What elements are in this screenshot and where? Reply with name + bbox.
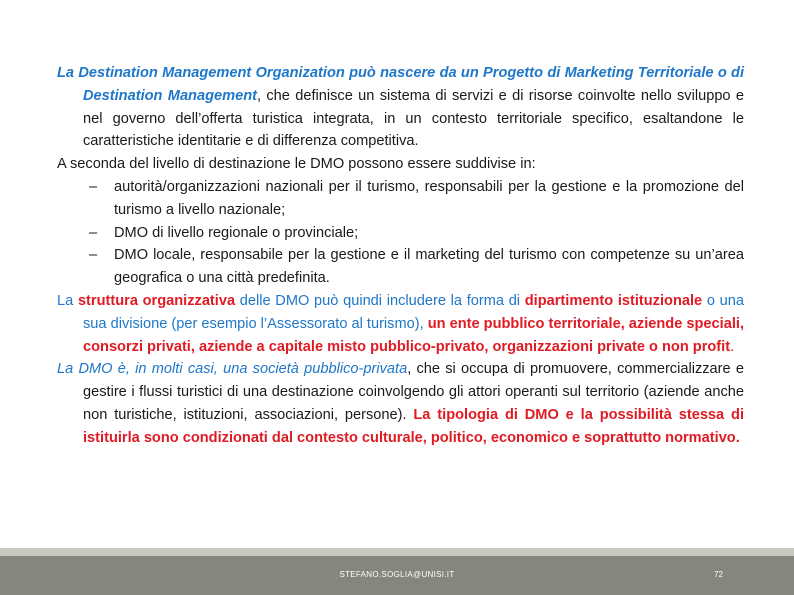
text-segment: La bbox=[57, 292, 78, 309]
author-email: STEFANO.SOGLIA@UNISI.IT bbox=[339, 570, 455, 579]
dmo-typology-emphasis: La tipologia di DMO e la possibilità stessa di istituirla sono condizionati dal contesto culturale, politico, economico e soprattutto normativo. bbox=[83, 406, 744, 446]
dmo-levels-list bbox=[57, 176, 744, 290]
list-item bbox=[89, 222, 744, 245]
text-segment: . bbox=[730, 338, 735, 355]
text-segment: delle DMO può quindi includere la forma di bbox=[235, 292, 525, 309]
list-item bbox=[89, 244, 744, 290]
list-item-text: DMO di livello regionale o provinciale; bbox=[114, 224, 359, 241]
page-number: 72 bbox=[714, 570, 723, 579]
dash-marker: – bbox=[89, 178, 98, 195]
dmo-origin-text: , che definisce un sistema di servizi e di risorse coinvolte nello sviluppo e nel governo dell’offerta turistica integrata, in un contesto territoriale specifico, esaltandone le caratteristiche identitarie e di differenza competitiva. bbox=[83, 87, 744, 150]
text-segment: o una sua divisione (per esempio l’Assessorato al turismo), bbox=[83, 292, 745, 332]
paragraph-dmo-levels-intro: A seconda del livello di destinazione le DMO possono essere suddivise in: bbox=[57, 156, 536, 173]
slide-body bbox=[57, 62, 744, 450]
list-item-text: autorità/organizzazioni nazionali per il turismo, responsabili per la gestione e la promozione del turismo a livello nazionale; bbox=[114, 178, 744, 218]
dmo-origin-emphasis: La Destination Management Organization può nascere da un Progetto di Marketing Territoriale o di Destination Management bbox=[57, 65, 744, 104]
list-item bbox=[89, 176, 744, 222]
dash-marker: – bbox=[89, 224, 98, 241]
entity-types-emphasis: un ente pubblico territoriale, aziende speciali, consorzi privati, aziende a capitale misto pubblico-privato, organizzazioni private o non profit bbox=[83, 315, 744, 355]
paragraph-dmo-origin bbox=[57, 62, 744, 153]
structure-emphasis: struttura organizzativa bbox=[77, 292, 236, 309]
text-segment: , che si occupa di promuovere, commercializzare e gestire i flussi turistici di una destinazione coinvolgendo gli attori operanti sul territorio (aziende anche non turistiche, istituzioni, associazioni, persone). bbox=[83, 361, 744, 423]
dash-marker: – bbox=[89, 247, 98, 264]
footer-divider bbox=[0, 548, 794, 556]
slide-footer bbox=[0, 556, 794, 595]
public-private-emphasis: La DMO è, in molti casi, una società pubblico-privata bbox=[57, 361, 408, 378]
paragraph-organizational-structure bbox=[57, 290, 744, 358]
department-emphasis: dipartimento istituzionale bbox=[524, 292, 703, 309]
paragraph-public-private bbox=[57, 358, 744, 449]
list-item-text: DMO locale, responsabile per la gestione e il marketing del turismo con competenze su un’area geografica o una città predefinita. bbox=[114, 247, 744, 287]
